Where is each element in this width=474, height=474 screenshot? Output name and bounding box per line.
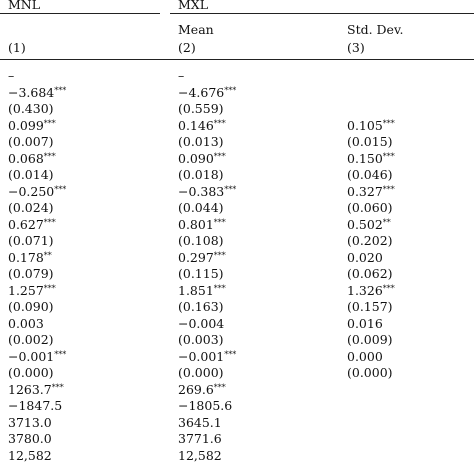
mxl-mean-cell-value: 12,582 <box>178 447 222 463</box>
mxl-sd-cell <box>347 233 393 250</box>
mnl-cell <box>8 134 54 151</box>
std-dev-label: Std. Dev. <box>347 22 404 37</box>
mxl-mean-cell <box>178 448 222 465</box>
mnl-cell-significance: *** <box>54 349 67 359</box>
mnl-cell-value: 0.178 <box>8 249 44 265</box>
mnl-cell <box>8 332 54 349</box>
mnl-cell <box>8 250 52 267</box>
mxl-sd-cell <box>347 217 391 234</box>
mnl-cell-value: 0.003 <box>8 315 44 331</box>
mnl-cell-significance: *** <box>43 283 56 293</box>
mxl-mean-cell <box>178 184 236 201</box>
mxl-sd-cell-value: (0.062) <box>347 266 393 281</box>
mxl-mean-cell <box>178 316 224 333</box>
mnl-cell-value: (0.430) <box>8 101 54 116</box>
table-row <box>0 151 474 168</box>
table-row <box>0 382 474 399</box>
table-row <box>0 200 474 217</box>
table-row <box>0 217 474 234</box>
mxl-sd-cell-value: (0.060) <box>347 200 393 215</box>
mxl-mean-cell <box>178 250 226 267</box>
mxl-sd-cell-significance: *** <box>382 118 395 128</box>
mnl-cell <box>8 448 52 465</box>
mxl-sd-cell-value: 0.327 <box>347 183 383 199</box>
table-row <box>0 349 474 366</box>
mxl-mean-cell-significance: *** <box>213 283 226 293</box>
mxl-mean-cell <box>178 299 224 316</box>
mnl-cell <box>8 68 14 85</box>
mxl-sd-cell-value: 0.105 <box>347 117 383 133</box>
mxl-mean-cell-value: −0.001 <box>178 348 225 364</box>
mxl-mean-cell <box>178 200 224 217</box>
mnl-cell-value: (0.000) <box>8 365 54 380</box>
mnl-cell-value: −1847.5 <box>8 398 63 413</box>
mxl-sd-cell <box>347 118 395 135</box>
mnl-cell <box>8 283 56 300</box>
table-row <box>0 431 474 448</box>
mnl-cell-value: −3.684 <box>8 84 55 100</box>
mxl-mean-cell-value: −4.676 <box>178 84 225 100</box>
mnl-cell-value: 1263.7 <box>8 381 52 397</box>
table-row <box>0 332 474 349</box>
mxl-sd-cell <box>347 184 395 201</box>
table-row <box>0 266 474 283</box>
mnl-cell <box>8 349 66 366</box>
table-row <box>0 68 474 85</box>
mnl-cell-value: 0.099 <box>8 117 44 133</box>
mnl-cell <box>8 101 54 118</box>
mxl-mean-cell-value: (0.559) <box>178 101 224 116</box>
table-row <box>0 101 474 118</box>
table-row <box>0 167 474 184</box>
mnl-cell-value: – <box>8 68 15 83</box>
mxl-mean-cell <box>178 266 224 283</box>
mnl-cell-value: 0.068 <box>8 150 44 166</box>
mnl-cell <box>8 365 54 382</box>
mxl-mean-cell <box>178 167 224 184</box>
table-row <box>0 283 474 300</box>
mxl-mean-cell-value: 0.801 <box>178 216 214 232</box>
mxl-mean-cell <box>178 415 222 432</box>
mnl-cell-significance: *** <box>51 382 64 392</box>
mxl-mean-cell <box>178 398 232 415</box>
mxl-sd-cell <box>347 283 395 300</box>
mnl-cell-value: (0.002) <box>8 332 54 347</box>
column-number-2: (2) <box>178 40 196 55</box>
mnl-cell-significance: *** <box>54 184 67 194</box>
mnl-cell-value: 3780.0 <box>8 431 52 446</box>
mnl-cell <box>8 398 62 415</box>
mnl-cell-significance: ** <box>43 250 52 260</box>
mxl-mean-cell <box>178 332 224 349</box>
mxl-sd-cell-value: 0.150 <box>347 150 383 166</box>
mnl-cell-significance: *** <box>43 217 56 227</box>
mxl-mean-cell-value: 0.297 <box>178 249 214 265</box>
mxl-mean-cell-value: −1805.6 <box>178 398 233 413</box>
mxl-sd-cell-value: 1.326 <box>347 282 383 298</box>
mxl-rule <box>170 13 474 14</box>
mxl-sd-cell <box>347 266 393 283</box>
mxl-mean-cell <box>178 101 224 118</box>
mxl-sd-cell-value: (0.015) <box>347 134 393 149</box>
table-row <box>0 250 474 267</box>
mxl-sd-cell <box>347 250 383 267</box>
mxl-mean-cell-value: (0.003) <box>178 332 224 347</box>
mxl-mean-cell <box>178 283 226 300</box>
mnl-cell <box>8 118 56 135</box>
mxl-sd-cell-value: (0.009) <box>347 332 393 347</box>
mxl-mean-cell-value: (0.000) <box>178 365 224 380</box>
mnl-cell-value: −0.001 <box>8 348 55 364</box>
mxl-mean-cell <box>178 382 226 399</box>
mxl-mean-cell <box>178 118 226 135</box>
mnl-cell <box>8 266 54 283</box>
mxl-sd-cell <box>347 316 383 333</box>
mnl-cell-value: 0.627 <box>8 216 44 232</box>
table-row <box>0 415 474 432</box>
mxl-mean-cell-significance: *** <box>224 184 237 194</box>
mnl-cell-value: (0.007) <box>8 134 54 149</box>
mnl-cell-significance: *** <box>43 151 56 161</box>
mnl-cell-value: (0.090) <box>8 299 54 314</box>
column-number-1: (1) <box>8 40 26 55</box>
mnl-cell-value: 1.257 <box>8 282 44 298</box>
table-row <box>0 85 474 102</box>
mnl-cell <box>8 316 44 333</box>
mxl-mean-cell <box>178 217 226 234</box>
mnl-cell <box>8 200 54 217</box>
mnl-cell <box>8 415 52 432</box>
mnl-cell-value: (0.071) <box>8 233 54 248</box>
mxl-sd-cell-value: (0.046) <box>347 167 393 182</box>
mxl-mean-cell-value: (0.013) <box>178 134 224 149</box>
table-row <box>0 184 474 201</box>
mxl-mean-cell-significance: *** <box>213 217 226 227</box>
mnl-cell <box>8 184 66 201</box>
mnl-rule <box>0 13 160 14</box>
column-number-3: (3) <box>347 40 365 55</box>
mxl-mean-cell-value: (0.018) <box>178 167 224 182</box>
table-row <box>0 233 474 250</box>
table-row <box>0 299 474 316</box>
mxl-mean-cell-value: −0.383 <box>178 183 225 199</box>
table-row <box>0 398 474 415</box>
mxl-mean-cell <box>178 151 226 168</box>
mnl-cell-value: −0.250 <box>8 183 55 199</box>
mxl-mean-cell-significance: *** <box>224 349 237 359</box>
mxl-mean-cell <box>178 365 224 382</box>
mxl-mean-cell-significance: *** <box>213 382 226 392</box>
mxl-mean-cell-value: 3771.6 <box>178 431 222 446</box>
mxl-sd-cell <box>347 167 393 184</box>
mxl-mean-cell-value: 0.090 <box>178 150 214 166</box>
mxl-sd-cell <box>347 365 393 382</box>
mxl-sd-cell-value: (0.157) <box>347 299 393 314</box>
mxl-mean-cell <box>178 431 222 448</box>
mnl-cell <box>8 151 56 168</box>
mxl-sd-cell-value: 0.502 <box>347 216 383 232</box>
mxl-sd-cell <box>347 349 383 366</box>
mxl-mean-cell-significance: *** <box>213 151 226 161</box>
table-row <box>0 118 474 135</box>
mxl-sd-cell <box>347 332 393 349</box>
mxl-mean-cell <box>178 134 224 151</box>
mnl-cell <box>8 217 56 234</box>
mnl-cell-value: 12,582 <box>8 447 52 463</box>
mxl-mean-cell-value: (0.163) <box>178 299 224 314</box>
mnl-cell-significance: *** <box>43 118 56 128</box>
mxl-mean-cell-value: 0.146 <box>178 117 214 133</box>
mnl-cell-value: (0.014) <box>8 167 54 182</box>
mean-label: Mean <box>178 22 214 37</box>
table-row <box>0 316 474 333</box>
mxl-sd-cell-value: 0.020 <box>347 249 383 265</box>
table-row <box>0 448 474 465</box>
mxl-mean-cell-value: – <box>178 68 185 83</box>
mxl-mean-cell-value: (0.108) <box>178 233 224 248</box>
mxl-mean-cell-value: 1.851 <box>178 282 214 298</box>
mxl-mean-cell <box>178 68 184 85</box>
mxl-sd-cell <box>347 134 393 151</box>
mnl-cell <box>8 299 54 316</box>
mxl-mean-cell-significance: *** <box>213 250 226 260</box>
mxl-mean-cell <box>178 349 236 366</box>
header-bottom-rule <box>0 59 474 60</box>
mxl-mean-cell-value: (0.115) <box>178 266 224 281</box>
mnl-cell <box>8 167 54 184</box>
mnl-cell <box>8 431 52 448</box>
mnl-cell-significance: *** <box>54 85 67 95</box>
mxl-mean-cell <box>178 233 224 250</box>
mxl-sd-cell-value: 0.016 <box>347 315 383 331</box>
mxl-sd-cell-significance: *** <box>382 283 395 293</box>
model-mnl-label: MNL <box>8 0 41 12</box>
mnl-cell <box>8 85 66 102</box>
mnl-cell <box>8 233 54 250</box>
table-body <box>0 68 474 464</box>
mxl-sd-cell <box>347 200 393 217</box>
mxl-mean-cell-value: −0.004 <box>178 315 225 331</box>
mxl-mean-cell-value: 269.6 <box>178 381 214 397</box>
mxl-sd-cell-value: 0.000 <box>347 348 383 364</box>
mxl-sd-cell <box>347 299 393 316</box>
mxl-sd-cell-value: (0.202) <box>347 233 393 248</box>
mxl-mean-cell <box>178 85 236 102</box>
mxl-mean-cell-significance: *** <box>224 85 237 95</box>
table-row <box>0 134 474 151</box>
table-row <box>0 365 474 382</box>
mnl-cell-value: 3713.0 <box>8 414 52 430</box>
mnl-cell-value: (0.079) <box>8 266 54 281</box>
mnl-cell-value: (0.024) <box>8 200 54 215</box>
mxl-sd-cell <box>347 151 395 168</box>
mxl-sd-cell-value: (0.000) <box>347 365 393 380</box>
mxl-mean-cell-significance: *** <box>213 118 226 128</box>
mnl-cell <box>8 382 64 399</box>
mxl-sd-cell-significance: *** <box>382 184 395 194</box>
mxl-mean-cell-value: 3645.1 <box>178 414 222 430</box>
mxl-sd-cell-significance: ** <box>382 217 391 227</box>
model-mxl-label: MXL <box>178 0 208 12</box>
mxl-sd-cell-significance: *** <box>382 151 395 161</box>
mxl-mean-cell-value: (0.044) <box>178 200 224 215</box>
